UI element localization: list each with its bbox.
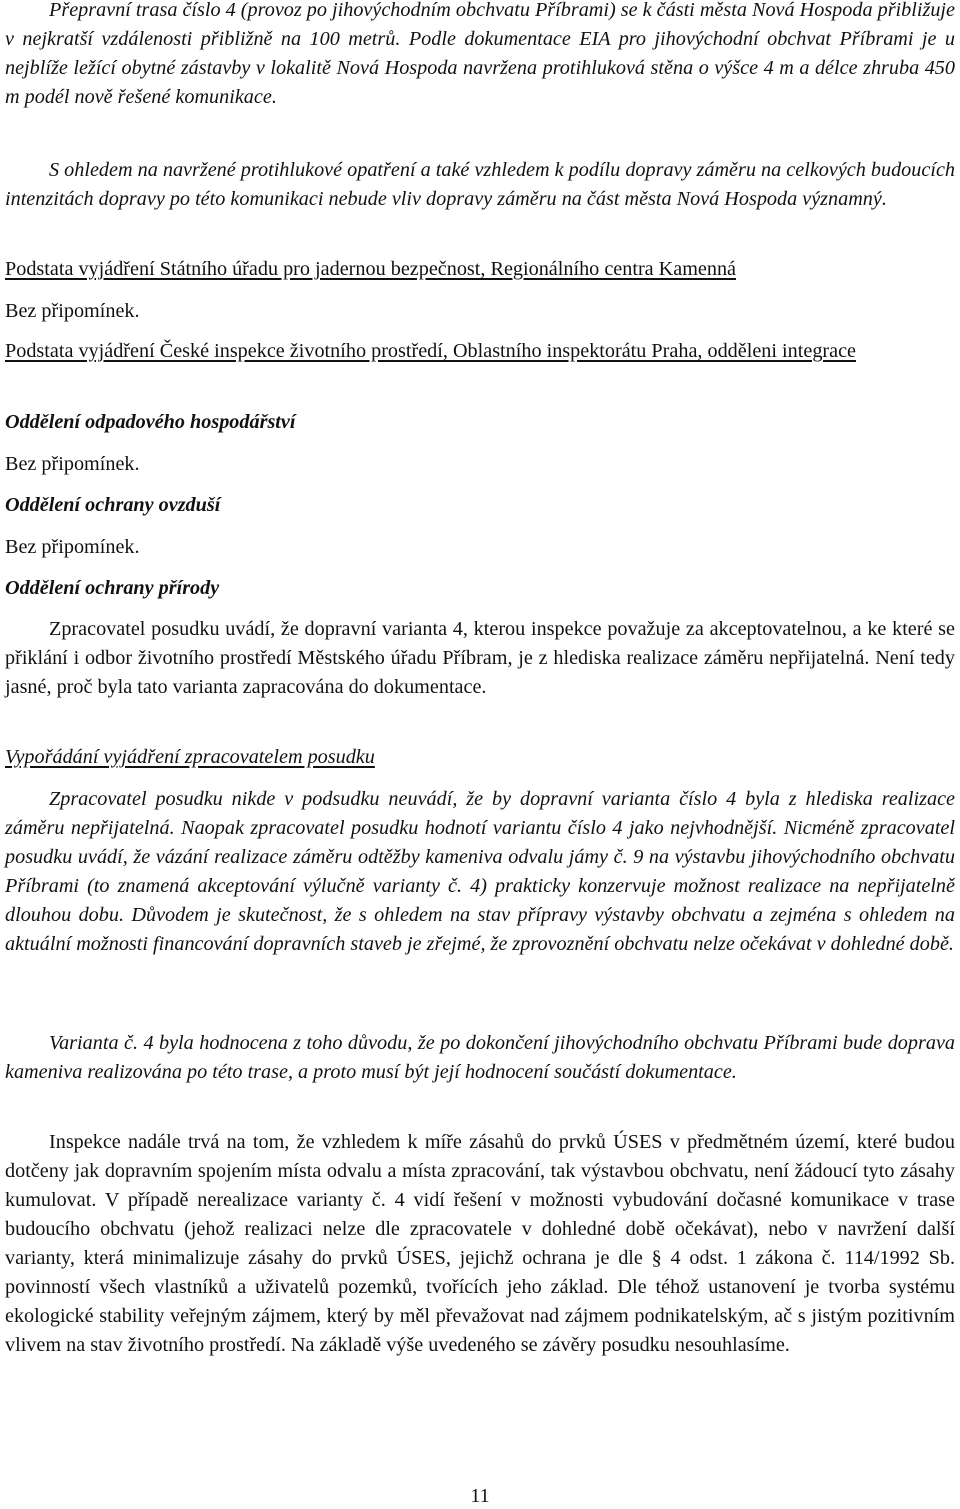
- heading-cizp-statement: Podstata vyjádření České inspekce životního prostředí, Oblastního inspektorátu Praha, odděleni integrace: [5, 340, 857, 362]
- paragraph-variant-4-inspection: Zpracovatel posudku uvádí, že dopravní varianta 4, kterou inspekce považuje za akceptovatelnou, a ke které se přiklání i odbor životního prostředí Městského úřadu Příbram, je z hlediska realizace záměru nepřijatelná. Není tedy jasné, proč byla tato varianta zapracována do dokumentace.: [5, 618, 955, 698]
- paragraph-transport-route-4: Přepravní trasa číslo 4 (provoz po jihovýchodním obchvatu Příbrami) se k části města Nová Hospoda přibližuje v nejkratší vzdálenosti přibližně na 100 metrů. Podle dokumentace EIA pro jihovýchodní obchvat Příbrami je u nejblíže ležící obytné zástavby v lokalitě Nová Hospoda navržena protihluková stěna o výšce 4 m a délce zhruba 450 m podél nově řešené komunikace.: [5, 0, 955, 108]
- paragraph-variant-4-evaluated: Varianta č. 4 byla hodnocena z toho důvodu, že po dokončení jihovýchodního obchvatu Příbrami bude doprava kameniva realizována po této trase, a proto musí být její hodnocení součástí dokumentace.: [5, 1032, 955, 1083]
- paragraph-noise-measures: S ohledem na navržené protihlukové opatření a také vzhledem k podílu dopravy záměru na celkových budoucích intenzitách dopravy po této komunikaci nebude vliv dopravy záměru na část města Nová Hospoda významný.: [5, 159, 955, 210]
- heading-sujb-statement: Podstata vyjádření Státního úřadu pro jadernou bezpečnost, Regionálního centra Kamenná: [5, 258, 737, 280]
- text-no-comments-1: Bez připomínek.: [5, 300, 140, 322]
- subheading-air-department: Oddělení ochrany ovzduší: [5, 494, 221, 516]
- text-no-comments-2: Bez připomínek.: [5, 453, 140, 475]
- subheading-nature-department: Oddělení ochrany přírody: [5, 577, 220, 599]
- document-page: [5, 0, 955, 1509]
- text-no-comments-3: Bez připomínek.: [5, 536, 140, 558]
- page-number: 11: [470, 1485, 490, 1507]
- paragraph-reviewer-response: Zpracovatel posudku nikde v podsudku neuvádí, že by dopravní varianta číslo 4 byla z hlediska realizace záměru nepřijatelná. Naopak zpracovatel posudku hodnotí variantu číslo 4 jako nejvhodnější. Nicméně zpracovatel posudku uvádí, že vázání realizace záměru odtěžby kameniva odvalu jámy č. 9 na výstavbu jihovýchodního obchvatu Příbrami (to znamená akceptování výlučně varianty č. 4) prakticky konzervuje možnost realizace na nepřijatelně dlouhou dobu. Důvodem je skutečnost, že s ohledem na stav přípravy výstavby obchvatu a zejména s ohledem na aktuální možnosti financování dopravních staveb je zřejmé, že zprovoznění obchvatu nelze očekávat v dohledné době.: [5, 788, 955, 955]
- heading-settlement-by-reviewer: Vypořádání vyjádření zpracovatelem posudku: [5, 746, 375, 768]
- subheading-waste-department: Oddělení odpadového hospodářství: [5, 411, 296, 433]
- paragraph-inspection-insists: Inspekce nadále trvá na tom, že vzhledem k míře zásahů do prvků ÚSES v předmětném území, které budou dotčeny jak dopravním spojením místa odvalu a místa zpracování, tak výstavbou obchvatu, není žádoucí tyto zásahy kumulovat. V případě nerealizace varianty č. 4 vidí řešení v možnosti vybudování dočasné komunikace v trase budoucího obchvatu (jehož realizaci nelze dle zpracovatele v dohledné době očekávat), nebo v navržení další varianty, která minimalizuje zásahy do prvků ÚSES, jejichž ochrana je dle § 4 odst. 1 zákona č. 114/1992 Sb. povinností všech vlastníků a uživatelů pozemků, tvořících jeho základ. Dle téhož ustanovení je tvorba systému ekologické stability veřejným zájmem, který by měl převažovat nad zájmem podnikatelským, ač s jistým pozitivním vlivem na stav životního prostředí. Na základě výše uvedeného se závěry posudku nesouhlasíme.: [5, 1131, 955, 1356]
